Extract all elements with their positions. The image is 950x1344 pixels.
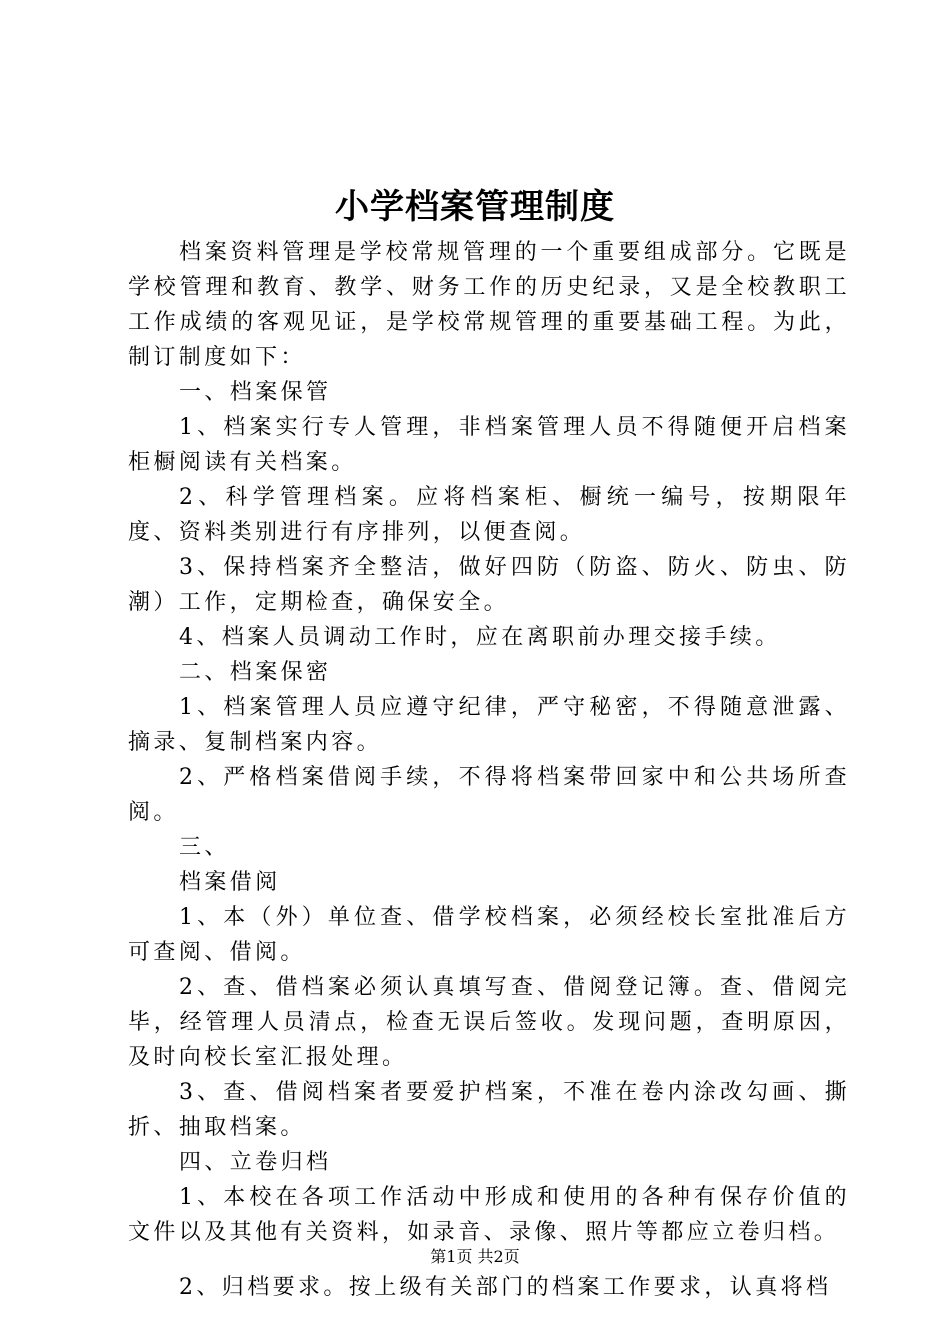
section-heading-4: 四、立卷归档 [179, 1150, 332, 1175]
paragraph: 1、档案实行专人管理，非档案管理人员不得随便开启档案柜橱阅读有关档案。 [128, 415, 850, 475]
section-heading-1: 一、档案保管 [179, 380, 332, 405]
paragraph: 1、档案管理人员应遵守纪律，严守秘密，不得随意泄露、摘录、复制档案内容。 [128, 695, 850, 755]
paragraph: 4、档案人员调动工作时，应在离职前办理交接手续。 [179, 625, 781, 650]
section-heading-3-text: 档案借阅 [179, 870, 281, 895]
paragraph: 2、科学管理档案。应将档案柜、橱统一编号，按期限年度、资料类别进行有序排列，以便查阅。 [128, 485, 850, 545]
paragraph: 2、归档要求。按上级有关部门的档案工作要求，认真将档 [179, 1275, 832, 1300]
document-body [128, 235, 850, 1305]
paragraph: 3、查、借阅档案者要爱护档案，不准在卷内涂改勾画、撕折、抽取档案。 [128, 1080, 850, 1140]
paragraph: 1、本校在各项工作活动中形成和使用的各种有保存价值的文件以及其他有关资料，如录音、录像、照片等都应立卷归档。 [128, 1185, 850, 1245]
section-heading-2: 二、档案保密 [179, 660, 332, 685]
paragraph: 2、查、借档案必须认真填写查、借阅登记簿。查、借阅完毕，经管理人员清点，检查无误后签收。发现问题，查明原因，及时向校长室汇报处理。 [128, 975, 850, 1070]
section-heading-3-number: 三、 [179, 835, 230, 860]
document-title: 小学档案管理制度 [335, 187, 615, 227]
paragraph: 3、保持档案齐全整洁，做好四防（防盗、防火、防虫、防潮）工作，定期检查，确保安全。 [128, 555, 850, 615]
paragraph-intro: 档案资料管理是学校常规管理的一个重要组成部分。它既是学校管理和教育、教学、财务工作的历史纪录，又是全校教职工工作成绩的客观见证，是学校常规管理的重要基础工程。为此，制订制度如下： [128, 240, 850, 370]
page-footer: 第1页 共2页 [430, 1247, 520, 1266]
paragraph: 2、严格档案借阅手续，不得将档案带回家中和公共场所查阅。 [128, 765, 850, 825]
paragraph: 1、本（外）单位查、借学校档案，必须经校长室批准后方可查阅、借阅。 [128, 905, 850, 965]
